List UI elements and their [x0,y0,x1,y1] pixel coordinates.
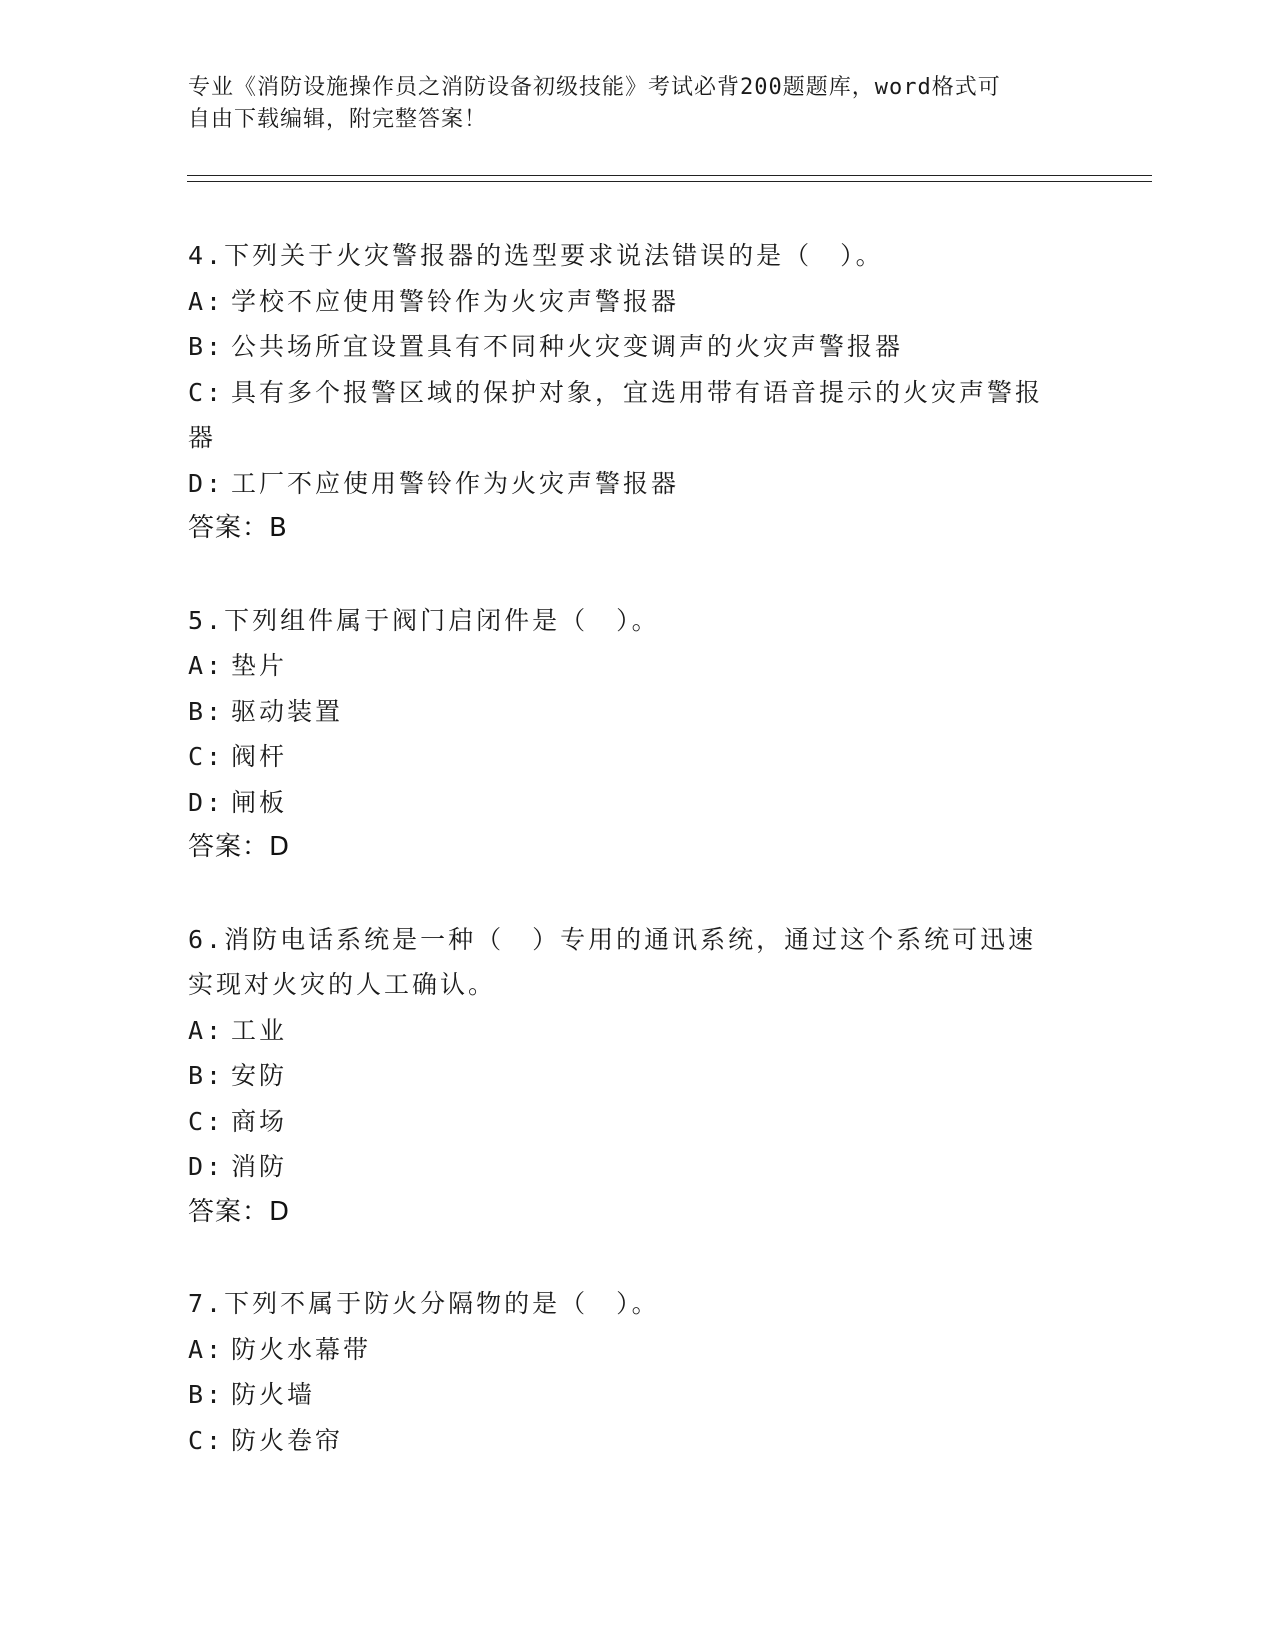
option-line [188,1008,1088,1054]
question-block [188,598,1088,871]
option-line [188,1144,1088,1190]
option-text: 公共场所宜设置具有不同种火灾变调声的火灾声警报器 [231,332,904,361]
option-line [188,1099,1088,1145]
header-line-1: 专业《消防设施操作员之消防设备初级技能》考试必背200题题库，word格式可 [188,75,1001,100]
option-line [188,643,1088,689]
option-line [188,279,1088,325]
option-key: A: [188,1015,225,1045]
option-key: A: [188,651,225,680]
option-key: D: [188,787,225,817]
option-key: B: [188,1061,225,1090]
option-key: C: [188,377,225,407]
option-key: B: [188,696,225,726]
option-line [188,734,1088,780]
option-key: D: [188,468,225,498]
question-block [188,1281,1088,1463]
option-key: C: [188,1425,225,1455]
question-block [188,233,1088,552]
question-stem: 4.下列关于火灾警报器的选型要求说法错误的是（ ）。 [188,241,884,270]
option-text: 商场 [231,1106,288,1136]
option-text: 安防 [231,1061,288,1090]
question-stem: 5.下列组件属于阀门启闭件是（ ）。 [188,605,660,635]
header-divider-bottom [187,181,1152,182]
answer-line: 答案：D [188,832,291,862]
option-text: 驱动装置 [231,696,344,726]
option-text: 工业 [231,1015,288,1045]
header-line-2: 自由下载编辑，附完整答案！ [188,107,488,132]
option-text: 具有多个报警区域的保护对象，宜选用带有语音提示的火灾声警报 [231,377,1044,407]
answer-line: 答案：B [188,513,288,543]
question-stem: 7.下列不属于防火分隔物的是（ ）。 [188,1289,660,1318]
option-line [188,780,1088,826]
option-text: 工厂不应使用警铃作为火灾声警报器 [231,468,680,498]
option-line [188,1372,1088,1418]
question-stem: 6.消防电话系统是一种（ ）专用的通讯系统，通过这个系统可迅速 [188,924,1037,954]
option-line [188,1327,1088,1373]
option-key: A: [188,286,225,316]
option-text: 防火墙 [231,1380,316,1409]
option-key: C: [188,742,225,771]
option-text: 器 [188,423,217,452]
option-key: D: [188,1152,225,1181]
option-key: B: [188,1380,225,1409]
question-list [188,233,1088,1509]
header-divider-top [187,175,1152,176]
option-key: B: [188,332,225,361]
answer-line: 答案：D [188,1196,291,1227]
document-header [188,72,1068,136]
option-line [188,415,1088,461]
option-text: 防火水幕带 [231,1334,372,1364]
option-line [188,324,1088,370]
option-text: 阀杆 [231,742,288,771]
question-stem: 实现对火灾的人工确认。 [188,970,497,999]
option-line [188,689,1088,735]
option-text: 防火卷帘 [231,1425,344,1455]
option-line [188,1418,1088,1464]
option-line [188,370,1088,416]
option-text: 学校不应使用警铃作为火灾声警报器 [231,286,680,316]
option-text: 消防 [231,1152,288,1181]
option-key: A: [188,1334,225,1364]
option-line [188,461,1088,507]
option-line [188,1053,1088,1099]
question-block [188,917,1088,1236]
option-text: 垫片 [231,651,288,680]
option-key: C: [188,1106,225,1136]
option-text: 闸板 [231,787,288,817]
